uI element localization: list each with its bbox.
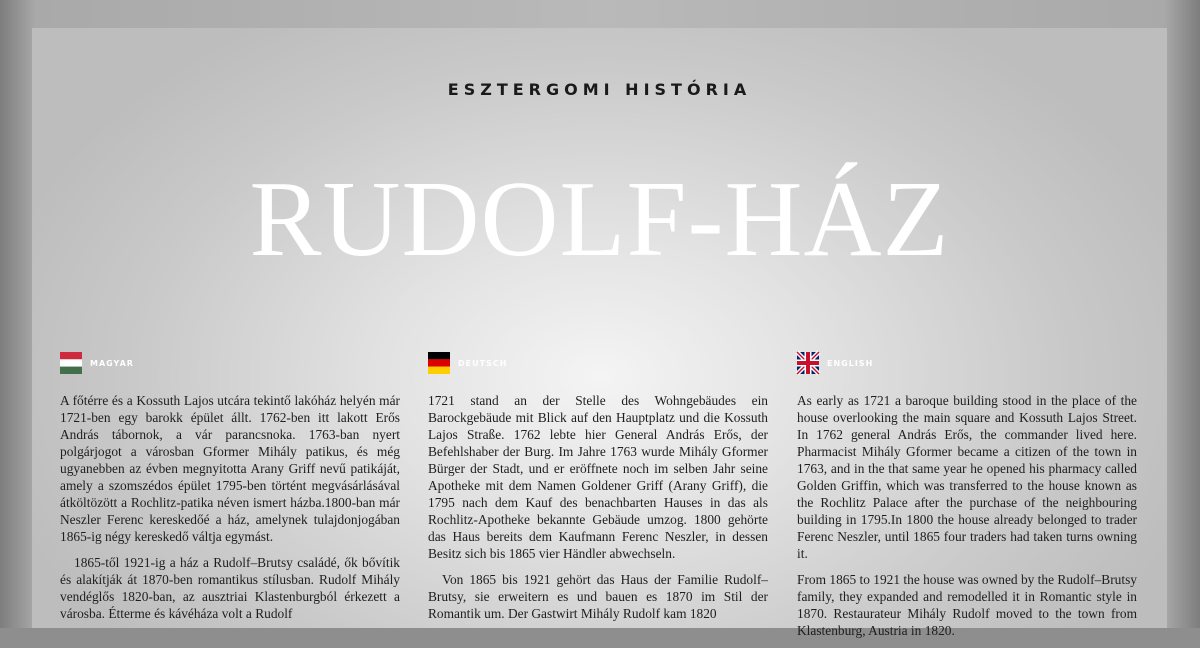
germany-flag-icon bbox=[428, 352, 450, 374]
paragraph: 1865-től 1921-ig a ház a Rudolf–Brutsy családé, ők bővítik és alakítják át 1870-ben romantikus stílusban. Rudolf Mihály vendéglős 1820-ban, az ausztriai Klastenburgból érkezett a városba. Étterme és kávéháza volt a Rudolf bbox=[60, 555, 400, 621]
hungary-flag-icon bbox=[60, 352, 82, 374]
column-hungarian bbox=[60, 350, 400, 631]
article-text bbox=[60, 392, 400, 622]
language-label: DEUTSCH bbox=[458, 358, 508, 368]
uk-flag-icon bbox=[797, 352, 819, 374]
language-label: ENGLISH bbox=[827, 358, 874, 368]
paragraph: As early as 1721 a baroque building stood in the place of the house overlooking the main square and Kossuth Lajos Street. In 1762 general András Erős, the commander lived here. Pharmacist Mihály Gformer became a citizen of the town in 1763, and in the that same year he opened his pharmacy called Golden Griffin, which was transferred to the house known as the Rochlitz Palace after the purchase of the neighbouring building in 1795.In 1800 the house already belonged to trader Ferenc Neszler, until 1865 four traders had taken turns owning it. bbox=[797, 393, 1137, 561]
paragraph: Von 1865 bis 1921 gehört das Haus der Familie Rudolf–Brutsy, sie erweitern es und bauen es 1870 im Stil der Romantik um. Der Gastwirt Mihály Rudolf kam 1820 bbox=[428, 572, 768, 621]
language-header bbox=[60, 350, 400, 376]
language-header bbox=[428, 350, 768, 376]
article-text bbox=[797, 392, 1137, 639]
article-text bbox=[428, 392, 768, 622]
column-german bbox=[428, 350, 768, 631]
article-title: RUDOLF-HÁZ bbox=[249, 160, 950, 279]
column-english bbox=[797, 350, 1137, 648]
language-label: MAGYAR bbox=[90, 358, 134, 368]
paragraph: From 1865 to 1921 the house was owned by the Rudolf–Brutsy family, they expanded and remodelled it in Romantic style in 1870. Restaurateur Mihály Rudolf moved to the town from Klastenburg, Austria in 1820. bbox=[797, 572, 1137, 638]
magazine-page bbox=[32, 28, 1167, 638]
paragraph: A főtérre és a Kossuth Lajos utcára tekintő lakóház helyén már 1721-ben egy barokk épület állt. 1762-ben itt lakott Erős András tábornok, a vár parancsnoka. 1763-ban nyert polgárjogot a városban Gformer Mihály patikus, és még ugyanebben az évben megnyitotta Arany Griff nevű patikáját, amely a szomszédos épület 1795-ben történt megvásárlásával átköltözött a Rochlitz-patika néven ismert házba.1800-ban már Neszler Ferenc kereskedőé a ház, amelynek tulajdonjogában 1865-ig négy kereskedő váltja egymást. bbox=[60, 393, 400, 544]
language-header bbox=[797, 350, 1137, 376]
paragraph: 1721 stand an der Stelle des Wohngebäudes ein Barockgebäude mit Blick auf den Hauptplatz und die Kossuth Lajos Straße. 1762 lebte hier General András Erős, der Befehlshaber der Burg. Im Jahre 1763 wurde Mihály Gformer Bürger der Stadt, und er eröffnete noch im selben Jahr seine Apotheke mit dem Namen Goldener Griff (Arany Griff), die 1795 nach dem Kauf des benachbarten Hauses in das als Rochlitz-Apotheke bekannte Gebäude umzog. 1800 gehörte das Haus bereits dem Kaufmann Ferenc Neszler, in dessen Besitz sich bis 1865 vier Händler abwechseln. bbox=[428, 393, 768, 561]
section-kicker: ESZTERGOMI HISTÓRIA bbox=[447, 80, 752, 99]
